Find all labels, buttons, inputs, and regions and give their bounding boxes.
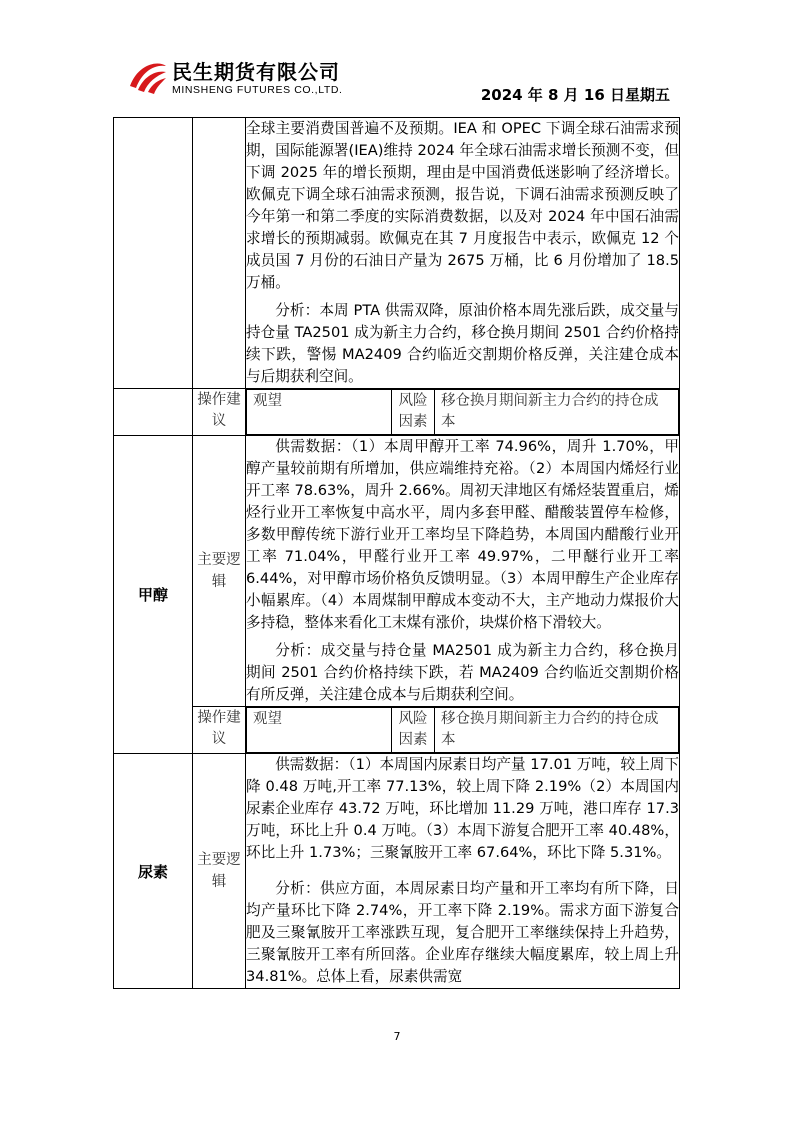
page-number: 7 (393, 1030, 401, 1043)
methanol-op-label: 操作建议 (193, 707, 246, 754)
pta-logic-row (114, 118, 680, 389)
urea-logic-row (114, 754, 680, 989)
methanol-op-cell (246, 707, 680, 754)
company-logo-icon (128, 58, 168, 96)
pta-op-cell (246, 389, 680, 436)
pta-operation-row (114, 389, 680, 436)
methanol-logic-cell (246, 436, 680, 707)
urea-supply-demand-text: 供需数据：（1）本周国内尿素日均产量 17.01 万吨，较上周下降 0.48 万吨,开工率 77.13%，较上周下降 2.19%（2）本周国内尿素企业库存 43.72 万吨，环比增加 11.29 万吨，港口库存 17.3 万吨，环比上升 0.4 万吨。（3）本周下游复合肥开工率 40.48%，环比上升 1.73%；三聚氰胺开工率 67.64%，环比下降 5.31%。 (246, 756, 679, 861)
pta-risk-value: 移仓换月期间新主力合约的持仓成本 (435, 390, 679, 435)
urea-analysis-text: 分析：供应方面，本周尿素日均产量和开工率均有所下降，日均产量环比下降 2.74%，开工率下降 2.19%。需求方面下游复合肥及三聚氰胺开工率涨跌互现，复合肥开工率继续保持上升趋势，三聚氰胺开工率有所回落。企业库存继续大幅度累库，较上周上升 34.81%。总体上看，尿素供需宽 (246, 880, 679, 985)
pta-supply-demand-text: 全球主要消费国普遍不及预期。IEA 和 OPEC 下调全球石油需求预期，国际能源署(IEA)维持 2024 年全球石油需求增长预测不变，但下调 2025 年的增长预期，理由是中国消费低迷影响了经济增长。欧佩克下调全球石油需求预测，报告说，下调石油需求预测反映了今年第一和第二季度的实际消费数据，以及对 2024 年中国石油需求增长的预期减弱。欧佩克在其 7 月度报告中表示，欧佩克 12 个成员国 7 月份的石油日产量为 2675 万桶，比 6 月份增加了 18.5 万桶。 (246, 120, 679, 291)
pta-op-value: 观望 (247, 390, 392, 435)
pta-risk-label: 风险因素 (392, 390, 435, 435)
pta-analysis-text: 分析：本周 PTA 供需双降，原油价格本周先涨后跌，成交量与持仓量 TA2501 成为新主力合约，移仓换月期间 2501 合约价格持续下跌，警惕 MA2409 合约临近交割期价格反弹，关注建仓成本与后期获利空间。 (246, 302, 679, 385)
methanol-name: 甲醇 (114, 436, 193, 754)
company-name-en: MINSHENG FUTURES CO.,LTD. (172, 84, 343, 96)
urea-logic-cell (246, 754, 680, 989)
urea-logic-label: 主要逻辑 (193, 754, 246, 989)
methanol-op-value: 观望 (247, 708, 392, 753)
urea-name: 尿素 (114, 754, 193, 989)
methanol-logic-label: 主要逻辑 (193, 436, 246, 707)
methanol-operation-row (114, 707, 680, 754)
methanol-logic-row (114, 436, 680, 707)
pta-op-label: 操作建议 (193, 389, 246, 436)
pta-logic-label-cell (193, 118, 246, 389)
methanol-risk-label: 风险因素 (392, 708, 435, 753)
methanol-risk-value: 移仓换月期间新主力合约的持仓成本 (435, 708, 679, 753)
methanol-analysis-text: 分析：成交量与持仓量 MA2501 成为新主力合约，移仓换月期间 2501 合约价格持续下跌，若 MA2409 合约临近交割期价格有所反弹，关注建仓成本与后期获利空间。 (246, 642, 679, 703)
methanol-supply-demand-text: 供需数据：（1）本周甲醇开工率 74.96%，周升 1.70%，甲醇产量较前期有所增加，供应端维持充裕。（2）本周国内烯烃行业开工率 78.63%，周升 2.66%。周初天津地区有烯烃装置重启，烯烃行业开工率恢复中高水平，周内多套甲醛、醋酸装置停车检修，多数甲醇传统下游行业开工率均呈下降趋势，本周国内醋酸行业开工率 71.04%，甲醛行业开工率 49.97%，二甲醚行业开工率 6.44%，对甲醇市场价格负反馈明显。（3）本周甲醇生产企业库存小幅累库。（4）本周煤制甲醇成本变动不大，主产地动力煤报价大多持稳，整体来看化工末煤有涨价，块煤价格下滑较大。 (246, 438, 679, 631)
company-name-cn: 民生期货有限公司 (172, 60, 340, 84)
company-logo (128, 56, 368, 102)
analysis-table (113, 117, 680, 989)
pta-logic-cell (246, 118, 680, 389)
report-date: 2024 年 8 月 16 日星期五 (480, 86, 670, 104)
pta-name-cell (114, 118, 193, 389)
